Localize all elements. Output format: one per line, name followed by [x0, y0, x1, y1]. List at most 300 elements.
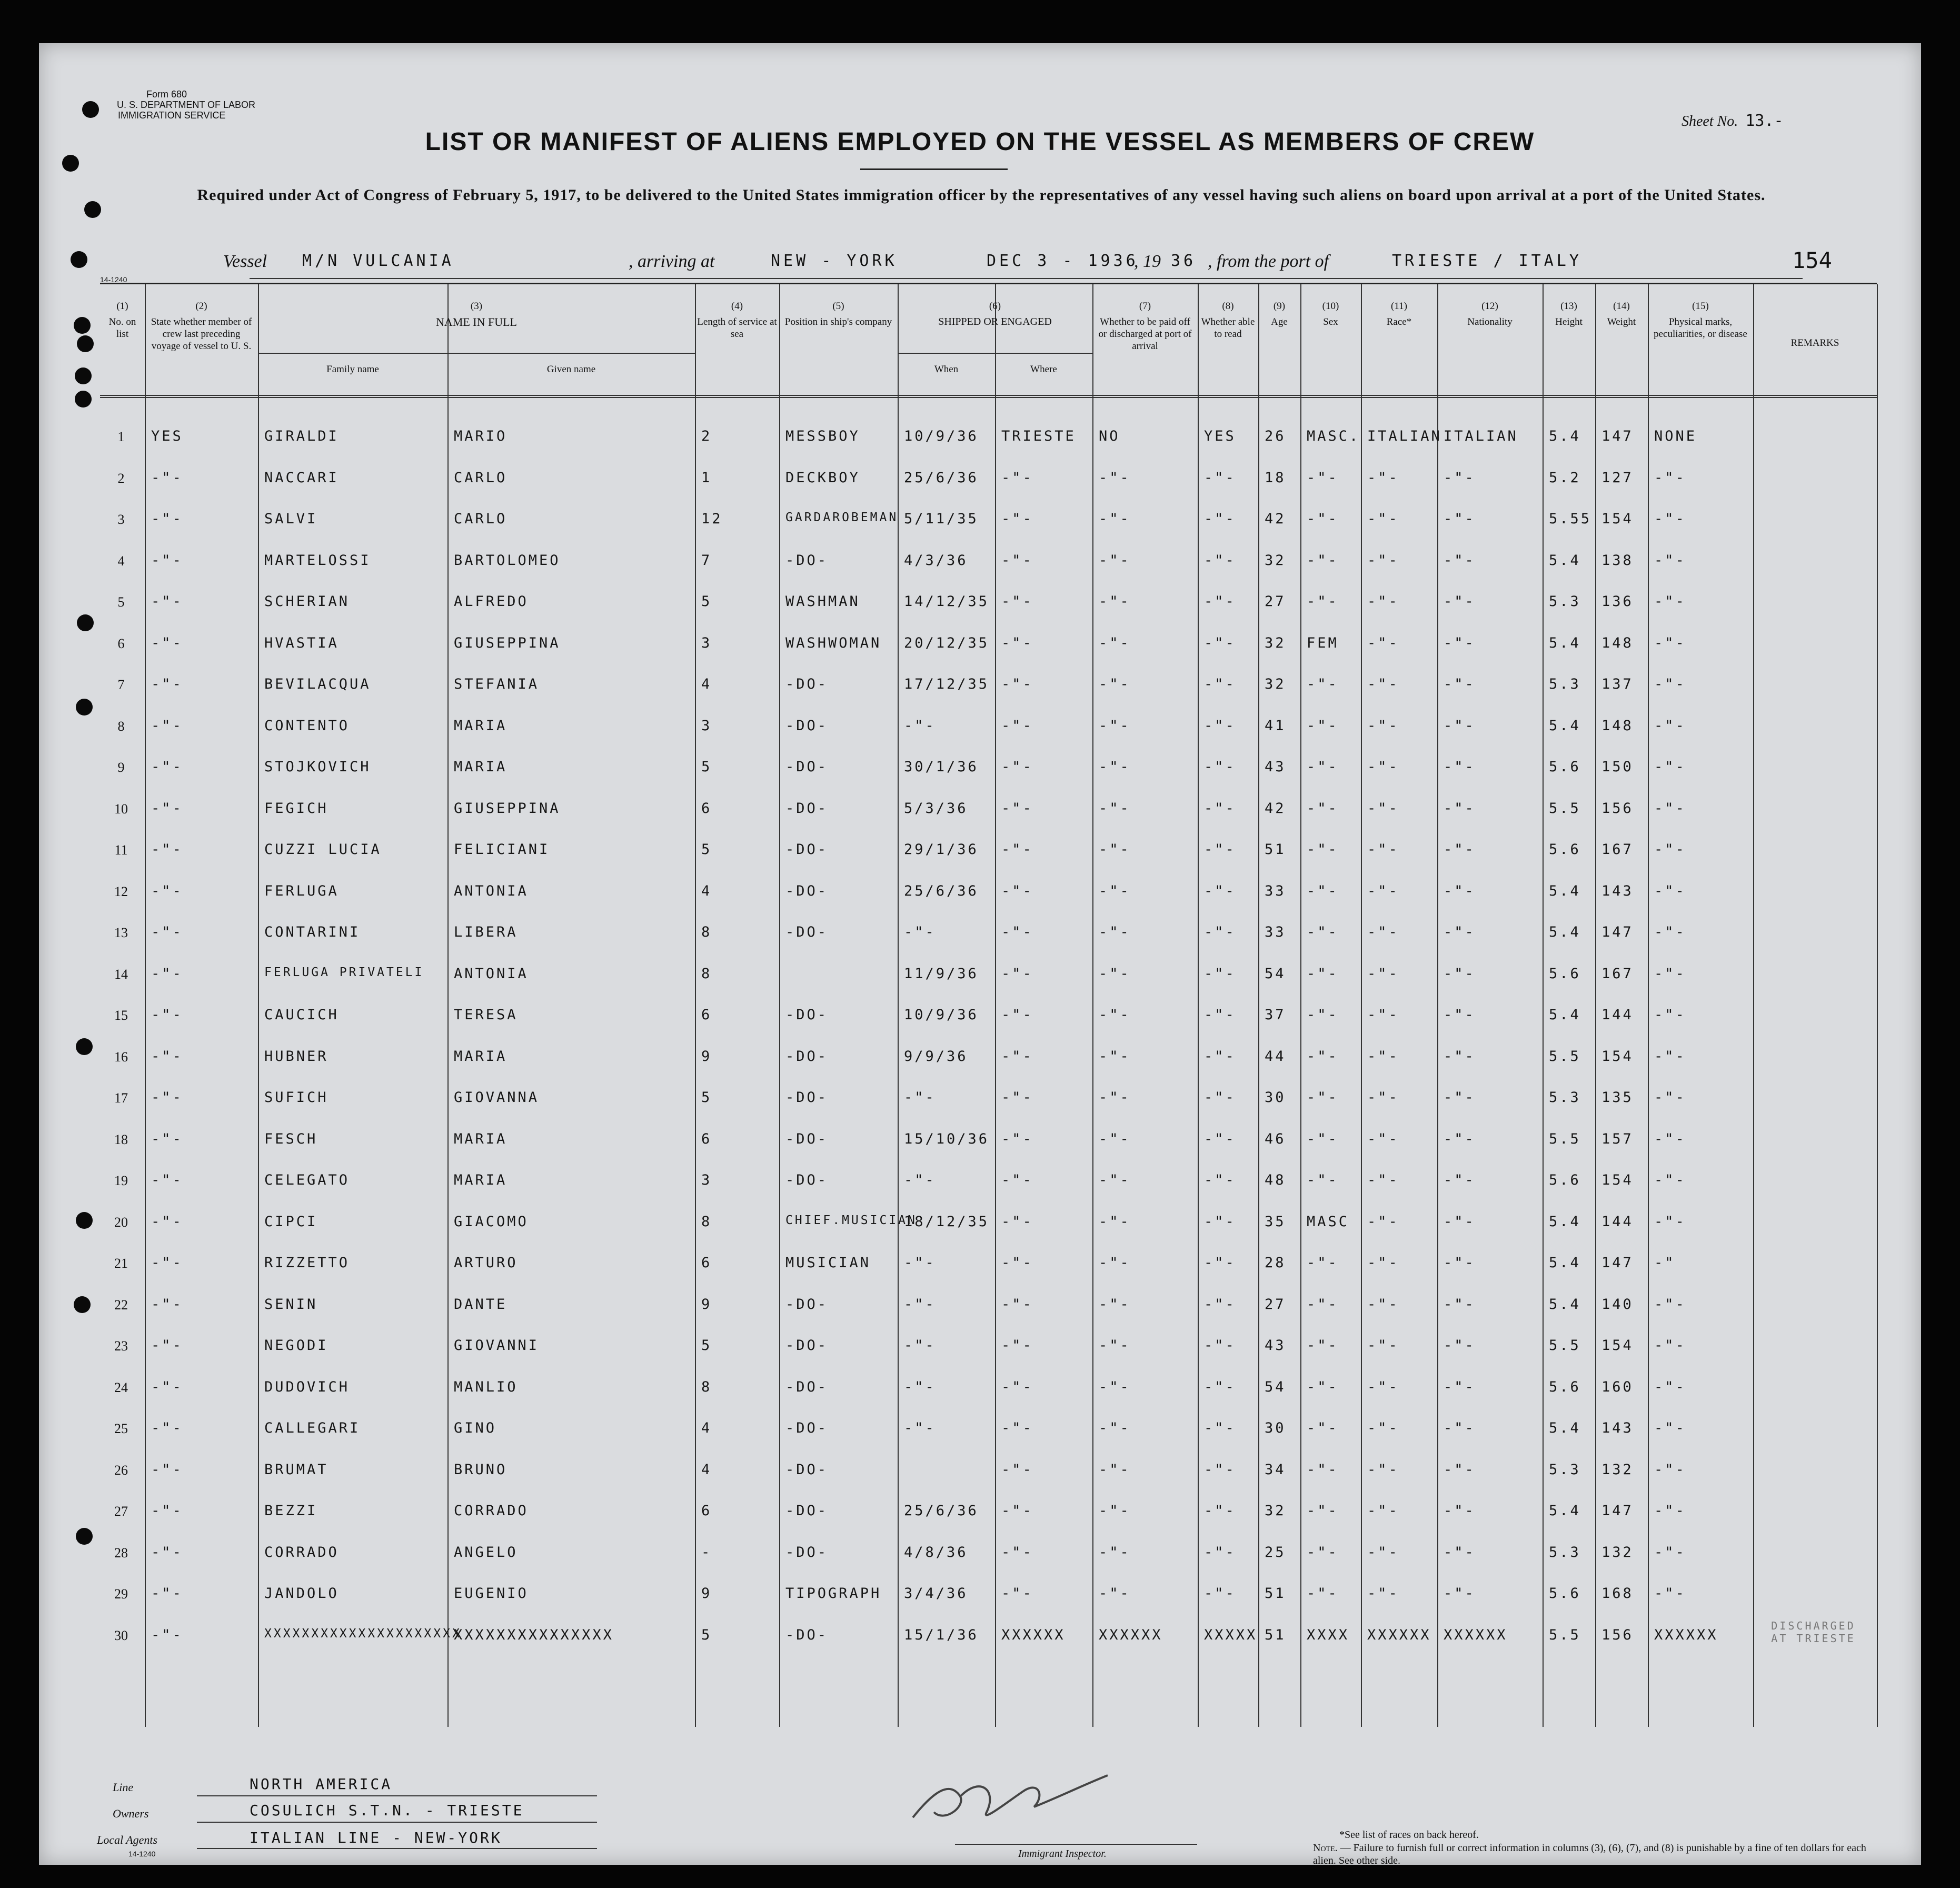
cell-when: 15/10/36: [904, 1130, 990, 1147]
cell-position: -DO-: [785, 1503, 829, 1519]
header-height: Height: [1555, 316, 1583, 327]
cell-service: 6: [701, 1130, 712, 1147]
cell-given: ALFREDO: [454, 593, 529, 610]
cell-age: 37: [1265, 1007, 1286, 1023]
cell-given: GIOVANNA: [454, 1089, 540, 1106]
cell-family: BEVILACQUA: [264, 676, 371, 692]
cell-no: 22: [114, 1297, 128, 1313]
cell-height: 5.55: [1549, 511, 1592, 527]
cell-position: CHIEF.MUSICIAN: [785, 1213, 917, 1227]
table-row: [100, 791, 1877, 832]
header-num-nat: (12): [1481, 301, 1498, 312]
cell-where: -"-: [1001, 882, 1033, 899]
table-row: [100, 1452, 1877, 1494]
cell-family: RIZZETTO: [264, 1255, 350, 1271]
cell-given: TERESA: [454, 1007, 518, 1023]
form-number: Form 680: [146, 89, 187, 100]
cell-paid: NO: [1099, 428, 1120, 444]
year-value: 36: [1171, 252, 1197, 270]
cell-nat: -"-: [1444, 1172, 1476, 1188]
cell-family: STOJKOVICH: [264, 759, 371, 775]
cell-weight: 156: [1601, 1626, 1634, 1643]
cell-given: ANGELO: [454, 1544, 518, 1561]
cell-age: 42: [1265, 511, 1286, 527]
cell-prev: -"-: [151, 717, 183, 734]
cell-service: 6: [701, 1503, 712, 1519]
cell-no: 1: [117, 429, 125, 444]
cell-service: 7: [701, 552, 712, 569]
cell-when: -"-: [904, 1172, 936, 1188]
cell-given: MANLIO: [454, 1378, 518, 1395]
cell-no: 23: [114, 1338, 128, 1354]
punch-hole: [62, 155, 79, 172]
table-row: [100, 1287, 1877, 1328]
header-service: Length of service at sea: [697, 316, 777, 340]
cell-paid: -"-: [1099, 1296, 1131, 1313]
cell-height: 5.3: [1549, 1461, 1581, 1478]
table-row: [100, 584, 1877, 625]
cell-nat: -"-: [1444, 511, 1476, 527]
cell-position: WASHWOMAN: [785, 634, 882, 651]
cell-weight: 135: [1601, 1089, 1634, 1106]
cell-read: -"-: [1204, 1007, 1236, 1023]
cell-height: 5.4: [1549, 1296, 1581, 1313]
cell-prev: -"-: [151, 965, 183, 982]
cell-height: 5.5: [1549, 1337, 1581, 1354]
cell-when: 4/3/36: [904, 552, 968, 569]
cell-age: 51: [1265, 1585, 1286, 1602]
cell-service: 8: [701, 965, 712, 982]
cell-sex: -"-: [1307, 882, 1339, 899]
cell-service: -: [701, 1544, 712, 1561]
cell-read: -"-: [1204, 882, 1236, 899]
cell-given: CARLO: [454, 469, 508, 486]
cell-height: 5.4: [1549, 882, 1581, 899]
cell-where: -"-: [1001, 759, 1033, 775]
cell-where: -"-: [1001, 717, 1033, 734]
cell-position: -DO-: [785, 1048, 829, 1065]
cell-weight: 143: [1601, 882, 1634, 899]
header-given-name: Given name: [546, 364, 596, 375]
cell-paid: -"-: [1099, 759, 1131, 775]
cell-paid: -"-: [1099, 1130, 1131, 1147]
cell-race: -"-: [1367, 1585, 1399, 1602]
cell-age: 46: [1265, 1130, 1286, 1147]
crew-table: [100, 275, 1877, 1727]
cell-where: -"-: [1001, 841, 1033, 858]
cell-height: 5.2: [1549, 469, 1581, 486]
cell-position: -DO-: [785, 924, 829, 940]
cell-prev: -"-: [151, 676, 183, 692]
cell-position: -DO-: [785, 1461, 829, 1478]
cell-race: -"-: [1367, 1213, 1399, 1230]
cell-race: -"-: [1367, 965, 1399, 982]
cell-position: -DO-: [785, 1337, 829, 1354]
cell-prev: -"-: [151, 593, 183, 610]
cell-family: FEGICH: [264, 800, 329, 817]
cell-nat: XXXXXX: [1444, 1626, 1508, 1643]
cell-paid: -"-: [1099, 552, 1131, 569]
cell-service: 6: [701, 800, 712, 817]
cell-race: -"-: [1367, 1172, 1399, 1188]
cell-race: -"-: [1367, 882, 1399, 899]
cell-paid: -"-: [1099, 1255, 1131, 1271]
cell-read: -"-: [1204, 676, 1236, 692]
cell-position: DECKBOY: [785, 469, 860, 486]
cell-no: 5: [117, 594, 125, 610]
cell-height: 5.3: [1549, 1089, 1581, 1106]
header-num-marks: (15): [1692, 301, 1709, 312]
cell-age: 28: [1265, 1255, 1286, 1271]
cell-family: FERLUGA: [264, 882, 339, 899]
cell-family: CELEGATO: [264, 1172, 350, 1188]
cell-race: -"-: [1367, 1337, 1399, 1354]
cell-nat: -"-: [1444, 1007, 1476, 1023]
header-sex: Sex: [1323, 316, 1338, 327]
cell-when: -"-: [904, 717, 936, 734]
table-row: [100, 1080, 1877, 1121]
document-title: LIST OR MANIFEST OF ALIENS EMPLOYED ON THE VESSEL AS MEMBERS OF CREW: [425, 128, 1535, 156]
line-label: Line: [113, 1781, 134, 1794]
header-when: When: [934, 364, 959, 375]
table-row: [100, 749, 1877, 791]
cell-service: 2: [701, 428, 712, 444]
cell-when: 20/12/35: [904, 634, 990, 651]
cell-weight: 168: [1601, 1585, 1634, 1602]
cell-where: -"-: [1001, 1337, 1033, 1354]
cell-height: 5.4: [1549, 634, 1581, 651]
cell-race: -"-: [1367, 469, 1399, 486]
cell-sex: -"-: [1307, 1089, 1339, 1106]
cell-no: 13: [114, 925, 128, 940]
cell-position: -DO-: [785, 759, 829, 775]
cell-race: -"-: [1367, 841, 1399, 858]
cell-position: -DO-: [785, 800, 829, 817]
cell-no: 9: [117, 760, 125, 775]
cell-nat: -"-: [1444, 676, 1476, 692]
manifest-page: [39, 43, 1921, 1865]
header-shipped-engaged: SHIPPED OR ENGAGED: [938, 316, 1052, 327]
cell-sex: -"-: [1307, 1255, 1339, 1271]
table-row: [100, 625, 1877, 667]
cell-service: 4: [701, 676, 712, 692]
table-row: [100, 1162, 1877, 1204]
cell-where: -"-: [1001, 1048, 1033, 1065]
cell-given: ANTONIA: [454, 882, 529, 899]
arrival-date: DEC 3 - 1936: [987, 252, 1139, 270]
cell-no: 21: [114, 1256, 128, 1271]
cell-service: 5: [701, 759, 712, 775]
cell-paid: -"-: [1099, 511, 1131, 527]
cell-family: JANDOLO: [264, 1585, 339, 1602]
cell-sex: -"-: [1307, 593, 1339, 610]
cell-weight: 127: [1601, 469, 1634, 486]
cell-given: STEFANIA: [454, 676, 540, 692]
punch-hole: [82, 101, 99, 118]
cell-sex: -"-: [1307, 469, 1339, 486]
cell-when: 17/12/35: [904, 676, 990, 692]
cell-service: 6: [701, 1255, 712, 1271]
cell-marks: -"-: [1654, 1089, 1686, 1106]
subheader-divider: [898, 353, 1092, 354]
agents-value: ITALIAN LINE - NEW-YORK: [250, 1829, 502, 1846]
cell-weight: 148: [1601, 717, 1634, 734]
cell-paid: -"-: [1099, 1461, 1131, 1478]
cell-where: -"-: [1001, 1130, 1033, 1147]
cell-when: 25/6/36: [904, 1503, 979, 1519]
cell-prev: -"-: [151, 1461, 183, 1478]
cell-family: CORRADO: [264, 1544, 339, 1561]
cell-service: 4: [701, 882, 712, 899]
table-row: [100, 1204, 1877, 1246]
cell-nat: -"-: [1444, 634, 1476, 651]
cell-height: 5.5: [1549, 1048, 1581, 1065]
year-label: , 19: [1134, 252, 1161, 271]
form-code-bottom: 14-1240: [128, 1850, 156, 1858]
cell-position: -DO-: [785, 1420, 829, 1436]
cell-where: -"-: [1001, 1172, 1033, 1188]
cell-when: 10/9/36: [904, 1007, 979, 1023]
header-where: Where: [1030, 364, 1057, 375]
cell-paid: -"-: [1099, 1089, 1131, 1106]
sheet-label: Sheet No.: [1682, 113, 1738, 130]
cell-when: 25/6/36: [904, 882, 979, 899]
cell-age: 27: [1265, 1296, 1286, 1313]
cell-service: 5: [701, 1337, 712, 1354]
cell-paid: -"-: [1099, 1585, 1131, 1602]
cell-when: -"-: [904, 1337, 936, 1354]
cell-family: CALLEGARI: [264, 1420, 361, 1436]
cell-age: 54: [1265, 1378, 1286, 1395]
cell-when: 3/4/36: [904, 1585, 968, 1602]
cell-position: -DO-: [785, 1296, 829, 1313]
cell-sex: -"-: [1307, 1503, 1339, 1519]
cell-position: -DO-: [785, 1626, 829, 1643]
cell-sex: -"-: [1307, 676, 1339, 692]
cell-weight: 144: [1601, 1007, 1634, 1023]
cell-prev: -"-: [151, 1585, 183, 1602]
cell-prev: -"-: [151, 800, 183, 817]
cell-position: -DO-: [785, 1172, 829, 1188]
cell-paid: -"-: [1099, 1048, 1131, 1065]
cell-sex: XXXX: [1307, 1626, 1350, 1643]
cell-weight: 138: [1601, 552, 1634, 569]
inspector-signature: [902, 1760, 1123, 1839]
cell-sex: -"-: [1307, 1461, 1339, 1478]
cell-race: -"-: [1367, 924, 1399, 940]
table-row: [100, 667, 1877, 708]
cell-service: 3: [701, 634, 712, 651]
cell-position: -DO-: [785, 1544, 829, 1561]
cell-read: -"-: [1204, 841, 1236, 858]
cell-marks: -"-: [1654, 1420, 1686, 1436]
cell-marks: -"-: [1654, 676, 1686, 692]
cell-service: 1: [701, 469, 712, 486]
cell-position: -DO-: [785, 1378, 829, 1395]
cell-prev: -"-: [151, 882, 183, 899]
cell-when: 29/1/36: [904, 841, 979, 858]
cell-age: 30: [1265, 1089, 1286, 1106]
cell-nat: -"-: [1444, 1296, 1476, 1313]
cell-service: 9: [701, 1296, 712, 1313]
cell-age: 32: [1265, 676, 1286, 692]
cell-marks: -"-: [1654, 1213, 1686, 1230]
cell-position: WASHMAN: [785, 593, 860, 610]
cell-no: 16: [114, 1049, 128, 1065]
cell-sex: -"-: [1307, 841, 1339, 858]
cell-height: 5.4: [1549, 1503, 1581, 1519]
cell-sex: -"-: [1307, 1544, 1339, 1561]
cell-no: 26: [114, 1462, 128, 1478]
cell-weight: 150: [1601, 759, 1634, 775]
cell-sex: -"-: [1307, 1420, 1339, 1436]
cell-service: 6: [701, 1007, 712, 1023]
cell-sex: -"-: [1307, 924, 1339, 940]
cell-nat: -"-: [1444, 800, 1476, 817]
cell-height: 5.5: [1549, 1130, 1581, 1147]
cell-age: 51: [1265, 841, 1286, 858]
cell-no: 30: [114, 1627, 128, 1643]
cell-weight: 154: [1601, 1048, 1634, 1065]
cell-when: -"-: [904, 1378, 936, 1395]
cell-read: -"-: [1204, 1378, 1236, 1395]
cell-weight: 154: [1601, 1172, 1634, 1188]
cell-given: CORRADO: [454, 1503, 529, 1519]
cell-age: 32: [1265, 1503, 1286, 1519]
table-row: [100, 1576, 1877, 1617]
cell-marks: -"-: [1654, 1378, 1686, 1395]
cell-race: -"-: [1367, 759, 1399, 775]
cell-when: 14/12/35: [904, 593, 990, 610]
cell-paid: -"-: [1099, 882, 1131, 899]
punch-hole: [76, 699, 93, 716]
cell-given: MARIA: [454, 759, 508, 775]
cell-service: 5: [701, 841, 712, 858]
punch-hole: [76, 1528, 93, 1545]
cell-read: -"-: [1204, 924, 1236, 940]
form-code: 14-1240: [100, 275, 127, 284]
cell-weight: 160: [1601, 1378, 1634, 1395]
cell-prev: -"-: [151, 469, 183, 486]
cell-nat: -"-: [1444, 1255, 1476, 1271]
cell-race: -"-: [1367, 552, 1399, 569]
cell-given: MARIA: [454, 1130, 508, 1147]
cell-prev: -"-: [151, 1089, 183, 1106]
cell-read: -"-: [1204, 759, 1236, 775]
cell-weight: 132: [1601, 1544, 1634, 1561]
header-num-service: (4): [731, 301, 743, 312]
cell-paid: -"-: [1099, 1213, 1131, 1230]
table-row: [100, 501, 1877, 543]
cell-read: -"-: [1204, 1585, 1236, 1602]
cell-nat: -"-: [1444, 1585, 1476, 1602]
cell-marks: -"-: [1654, 1007, 1686, 1023]
cell-paid: -"-: [1099, 1172, 1131, 1188]
cell-sex: -"-: [1307, 552, 1339, 569]
cell-sex: -"-: [1307, 800, 1339, 817]
cell-race: -"-: [1367, 511, 1399, 527]
cell-remarks: DISCHARGED AT TRIESTE: [1771, 1619, 1856, 1645]
cell-service: 5: [701, 1626, 712, 1643]
cell-where: -"-: [1001, 1585, 1033, 1602]
cell-where: -"-: [1001, 676, 1033, 692]
cell-where: -"-: [1001, 924, 1033, 940]
cell-height: 5.3: [1549, 593, 1581, 610]
header-race: Race*: [1386, 316, 1412, 327]
cell-given: LIBERA: [454, 924, 518, 940]
header-num-weight: (14): [1613, 301, 1630, 312]
cell-no: 18: [114, 1131, 128, 1147]
cell-position: -DO-: [785, 552, 829, 569]
header-num-no: (1): [116, 301, 128, 312]
cell-given: BARTOLOMEO: [454, 552, 561, 569]
cell-where: TRIESTE: [1001, 428, 1076, 444]
cell-paid: -"-: [1099, 469, 1131, 486]
cell-no: 24: [114, 1379, 128, 1395]
header-name-in-full: NAME IN FULL: [436, 315, 517, 329]
note-text: — Failure to furnish full or correct information in columns (3), (6), (7), and (8) is punishable by a fine of ten dollars for each alien. See other side.: [1313, 1842, 1866, 1866]
header-marks: Physical marks, peculiarities, or disease: [1654, 316, 1747, 340]
cell-no: 19: [114, 1173, 128, 1188]
cell-when: -"-: [904, 924, 936, 940]
cell-height: 5.6: [1549, 965, 1581, 982]
cell-prev: -"-: [151, 1503, 183, 1519]
cell-nat: -"-: [1444, 841, 1476, 858]
cell-race: -"-: [1367, 1378, 1399, 1395]
cell-read: -"-: [1204, 1461, 1236, 1478]
cell-nat: -"-: [1444, 1337, 1476, 1354]
cell-given: XXXXXXXXXXXXXXX: [454, 1626, 614, 1643]
cell-no: 25: [114, 1421, 128, 1436]
cell-sex: -"-: [1307, 1048, 1339, 1065]
cell-prev: -"-: [151, 1213, 183, 1230]
cell-no: 7: [117, 677, 125, 692]
cell-marks: -"-: [1654, 1461, 1686, 1478]
cell-family: CIPCI: [264, 1213, 318, 1230]
cell-position: -DO-: [785, 1007, 829, 1023]
cell-nat: -"-: [1444, 1089, 1476, 1106]
cell-where: -"-: [1001, 1378, 1033, 1395]
cell-when: -"-: [904, 1420, 936, 1436]
agents-label: Local Agents: [97, 1833, 158, 1846]
table-border: [1877, 284, 1878, 1727]
cell-when: 11/9/36: [904, 965, 979, 982]
cell-race: -"-: [1367, 1296, 1399, 1313]
cell-family: SALVI: [264, 511, 318, 527]
sheet-value: 13.-: [1745, 112, 1784, 130]
cell-when: 15/1/36: [904, 1626, 979, 1643]
table-row: [100, 873, 1877, 915]
cell-marks: -"-: [1654, 1503, 1686, 1519]
cell-sex: -"-: [1307, 1337, 1339, 1354]
cell-race: -"-: [1367, 1420, 1399, 1436]
cell-given: FELICIANI: [454, 841, 550, 858]
cell-nat: -"-: [1444, 469, 1476, 486]
cell-height: 5.3: [1549, 676, 1581, 692]
cell-paid: -"-: [1099, 1503, 1131, 1519]
cell-race: -"-: [1367, 800, 1399, 817]
cell-family: HUBNER: [264, 1048, 329, 1065]
cell-marks: -"-: [1654, 1130, 1686, 1147]
cell-sex: -"-: [1307, 511, 1339, 527]
cell-family: DUDOVICH: [264, 1378, 350, 1395]
cell-race: -"-: [1367, 593, 1399, 610]
cell-read: -"-: [1204, 1130, 1236, 1147]
cell-given: EUGENIO: [454, 1585, 529, 1602]
header-num-height: (13): [1560, 301, 1577, 312]
arriving-port: NEW - YORK: [771, 252, 898, 270]
cell-service: 8: [701, 924, 712, 940]
